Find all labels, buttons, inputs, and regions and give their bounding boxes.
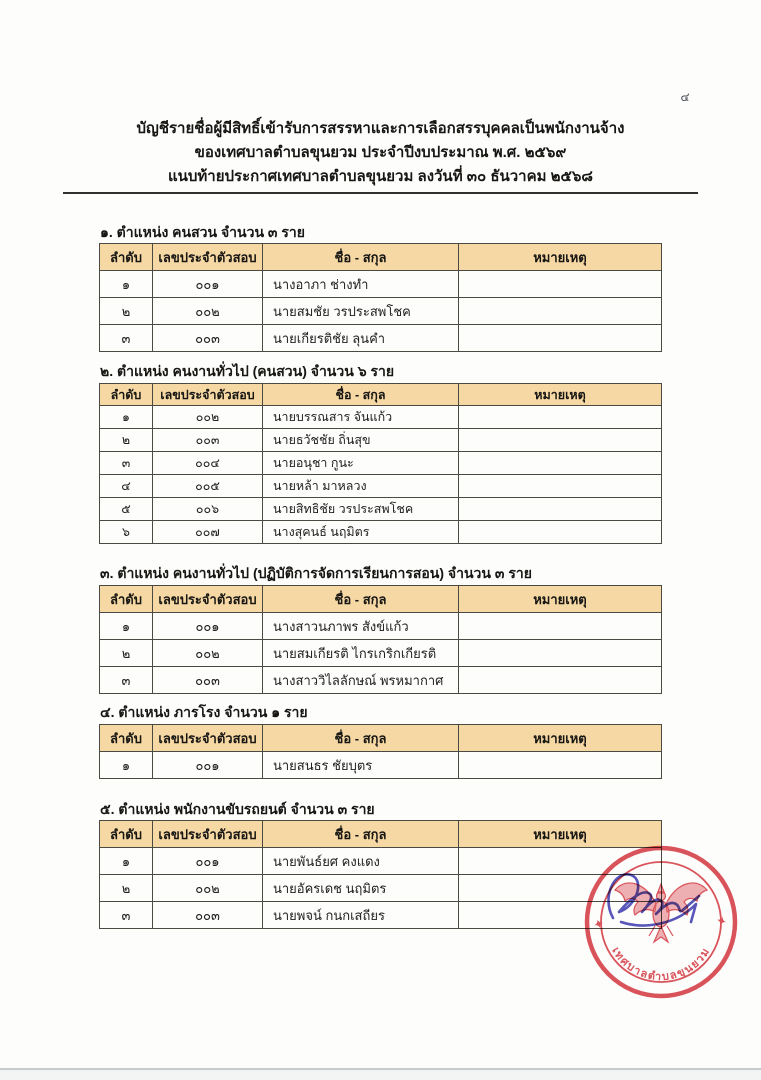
candidate-table-3	[99, 585, 662, 694]
row-exam-id: ๐๐๓	[153, 325, 263, 352]
row-no: ๑	[100, 848, 153, 875]
row-exam-id: ๐๐๒	[153, 298, 263, 325]
row-name: นายเกียรติชัย ลุนคำ	[263, 325, 459, 352]
row-exam-id: ๐๐๑	[153, 271, 263, 298]
header-no: ลำดับ	[100, 244, 153, 271]
header-no: ลำดับ	[100, 384, 153, 406]
row-name: นายบรรณสาร จันแก้ว	[263, 406, 459, 429]
header-name: ชื่อ - สกุล	[263, 384, 459, 406]
candidate-table-4	[99, 724, 662, 779]
row-exam-id: ๐๐๒	[153, 406, 263, 429]
table-row	[100, 325, 662, 352]
header-remark: หมายเหตุ	[459, 821, 662, 848]
row-exam-id: ๐๐๑	[153, 848, 263, 875]
header-exam-id: เลขประจำตัวสอบ	[153, 586, 263, 613]
header-exam-id: เลขประจำตัวสอบ	[153, 725, 263, 752]
stamp-star-right-icon: ✦	[714, 912, 729, 930]
row-name: นายอนุชา กูนะ	[263, 452, 459, 475]
table-row	[100, 452, 662, 475]
row-exam-id: ๐๐๓	[153, 429, 263, 452]
row-no: ๒	[100, 640, 153, 667]
row-remark	[459, 475, 662, 498]
scan-edge-shadow	[0, 1070, 761, 1080]
section-heading-4: ๔. ตำแหน่ง ภารโรง จำนวน ๑ ราย	[100, 704, 308, 720]
row-no: ๑	[100, 271, 153, 298]
row-exam-id: ๐๐๗	[153, 521, 263, 544]
row-remark	[459, 452, 662, 475]
candidate-table-1	[99, 243, 662, 352]
row-name: นายสิทธิชัย วรประสพโชค	[263, 498, 459, 521]
table-row	[100, 752, 662, 779]
title-line-3: แนบท้ายประกาศเทศบาลตำบลขุนยวม ลงวันที่ ๓๐ ธันวาคม ๒๕๖๘	[167, 168, 594, 185]
row-name: นางสาวนภาพร สังข์แก้ว	[263, 613, 459, 640]
title-underline	[63, 192, 698, 194]
table-header-row	[100, 384, 662, 406]
row-remark	[459, 752, 662, 779]
title-line-2: ของเทศบาลตำบลขุนยวม ประจำปีงบประมาณ พ.ศ. ๒๕๖๙	[194, 144, 567, 161]
header-exam-id: เลขประจำตัวสอบ	[153, 384, 263, 406]
row-exam-id: ๐๐๑	[153, 613, 263, 640]
signature	[593, 860, 725, 952]
table-header-row	[100, 586, 662, 613]
section-heading-5: ๕. ตำแหน่ง พนักงานขับรถยนต์ จำนวน ๓ ราย	[100, 801, 375, 817]
row-remark	[459, 613, 662, 640]
header-name: ชื่อ - สกุล	[263, 725, 459, 752]
row-exam-id: ๐๐๒	[153, 875, 263, 902]
table-row	[100, 640, 662, 667]
header-exam-id: เลขประจำตัวสอบ	[153, 821, 263, 848]
row-remark	[459, 498, 662, 521]
row-name: นายสมชัย วรประสพโชค	[263, 298, 459, 325]
row-name: นายพจน์ กนกเสถียร	[263, 902, 459, 929]
row-remark	[459, 429, 662, 452]
header-name: ชื่อ - สกุล	[263, 821, 459, 848]
row-exam-id: ๐๐๑	[153, 752, 263, 779]
table-row	[100, 613, 662, 640]
header-no: ลำดับ	[100, 821, 153, 848]
header-no: ลำดับ	[100, 725, 153, 752]
row-no: ๒	[100, 429, 153, 452]
header-name: ชื่อ - สกุล	[263, 586, 459, 613]
row-exam-id: ๐๐๔	[153, 452, 263, 475]
row-exam-id: ๐๐๕	[153, 475, 263, 498]
table-header-row	[100, 725, 662, 752]
section-heading-2: ๒. ตำแหน่ง คนงานทั่วไป (คนสวน) จำนวน ๖ ราย	[100, 363, 395, 379]
header-no: ลำดับ	[100, 586, 153, 613]
row-no: ๑	[100, 406, 153, 429]
row-name: นายพันธ์ยศ คงแดง	[263, 848, 459, 875]
table-header-row	[100, 244, 662, 271]
header-remark: หมายเหตุ	[459, 244, 662, 271]
row-no: ๖	[100, 521, 153, 544]
page-number: ๔	[680, 90, 690, 104]
row-remark	[459, 298, 662, 325]
row-remark	[459, 271, 662, 298]
row-exam-id: ๐๐๒	[153, 640, 263, 667]
table-row	[100, 667, 662, 694]
row-remark	[459, 406, 662, 429]
row-exam-id: ๐๐๓	[153, 902, 263, 929]
row-remark	[459, 640, 662, 667]
table-row	[100, 298, 662, 325]
section-heading-3: ๓. ตำแหน่ง คนงานทั่วไป (ปฏิบัติการจัดการเรียนการสอน) จำนวน ๓ ราย	[100, 565, 532, 581]
row-name: นายธวัชชัย ถิ่นสุข	[263, 429, 459, 452]
row-no: ๒	[100, 875, 153, 902]
table-row	[100, 429, 662, 452]
header-name: ชื่อ - สกุล	[263, 244, 459, 271]
row-no: ๓	[100, 325, 153, 352]
row-name: นายหล้า มาหลวง	[263, 475, 459, 498]
table-row	[100, 475, 662, 498]
table-row	[100, 521, 662, 544]
row-remark	[459, 521, 662, 544]
row-remark	[459, 667, 662, 694]
row-no: ๒	[100, 298, 153, 325]
row-no: ๓	[100, 902, 153, 929]
header-exam-id: เลขประจำตัวสอบ	[153, 244, 263, 271]
row-exam-id: ๐๐๓	[153, 667, 263, 694]
candidate-table-2	[99, 383, 662, 544]
table-row	[100, 498, 662, 521]
row-name: นางสุคนธ์ นฤมิตร	[263, 521, 459, 544]
row-remark	[459, 325, 662, 352]
row-name: นางอาภา ช่างทำ	[263, 271, 459, 298]
table-row	[100, 406, 662, 429]
section-heading-1: ๑. ตำแหน่ง คนสวน จำนวน ๓ ราย	[100, 224, 305, 240]
signature-stroke	[608, 874, 699, 925]
row-name: นางสาววิไลลักษณ์ พรหมากาศ	[263, 667, 459, 694]
table-row	[100, 271, 662, 298]
stamp-star-left-icon: ✦	[591, 915, 607, 933]
row-name: นายสนธร ชัยบุตร	[263, 752, 459, 779]
row-name: นายสมเกียรติ ไกรเกริกเกียรติ	[263, 640, 459, 667]
document-title	[0, 117, 761, 189]
stamp-text: เทศบาลตำบลขุนยวม	[609, 945, 713, 984]
row-name: นายอัครเดช นฤมิตร	[263, 875, 459, 902]
row-no: ๓	[100, 452, 153, 475]
header-remark: หมายเหตุ	[459, 725, 662, 752]
row-no: ๑	[100, 752, 153, 779]
row-exam-id: ๐๐๖	[153, 498, 263, 521]
row-no: ๑	[100, 613, 153, 640]
row-no: ๔	[100, 475, 153, 498]
row-no: ๕	[100, 498, 153, 521]
header-remark: หมายเหตุ	[459, 384, 662, 406]
title-line-1: บัญชีรายชื่อผู้มีสิทธิ์เข้ารับการสรรหาและการเลือกสรรบุคคลเป็นพนักงานจ้าง	[136, 120, 625, 137]
row-no: ๓	[100, 667, 153, 694]
header-remark: หมายเหตุ	[459, 586, 662, 613]
